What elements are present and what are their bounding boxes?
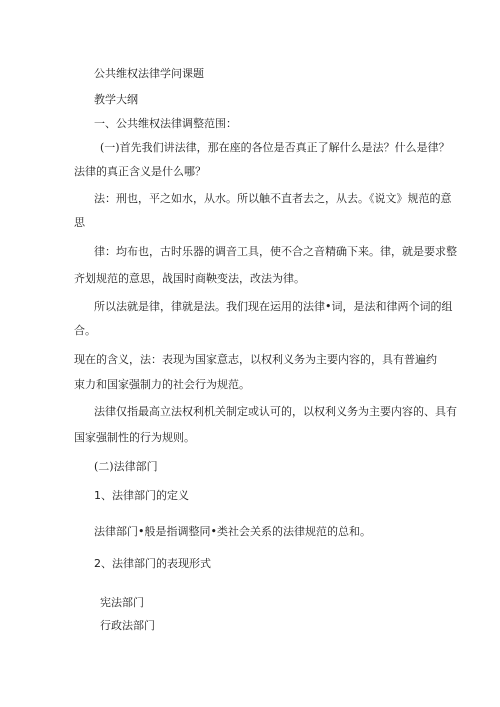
item-1-text: 法律部门•般是指调整同•类社会关系的法律规范的总和。: [94, 525, 371, 538]
subsection-heading: (二)法律部门: [94, 460, 158, 473]
document-subtitle: 教学大纲: [94, 93, 138, 106]
paragraph-5-line-2: 束力和国家强制力的社会行为规范。: [74, 378, 250, 391]
item-2-number: 2: [94, 557, 101, 570]
paragraph-1-line-1: (一)首先我们讲法律，那在座的各位是否真正了解什么是法？什么是律？: [100, 141, 450, 154]
paragraph-1-line-2: 法律的真正含义是什么哪？: [74, 165, 206, 178]
item-1-heading: [94, 489, 189, 503]
document-title: 公共维权法律学问课题: [94, 67, 204, 80]
paragraph-3-line-2: 齐划规范的意思，战国时商鞅变法，改法为律。: [74, 272, 305, 285]
list-item: 行政法部门: [100, 619, 155, 632]
paragraph-6-line-2: 国家强制性的行为规则。: [74, 431, 195, 444]
paragraph-2-line-2: 思: [74, 216, 85, 229]
item-2-heading-text: 、法律部门的表现形式: [101, 557, 211, 570]
paragraph-4-line-1: 所以法就是律，律就是法。我们现在运用的法律•词，是法和律两个词的组: [94, 300, 453, 313]
paragraph-4-line-2: 合。: [74, 324, 96, 337]
list-item: 宪法部门: [100, 596, 144, 609]
item-2-heading: [94, 557, 211, 571]
paragraph-2-line-1: 法：刑也，平之如水，从水。所以触不直者去之，从去。《说文》规范的意: [94, 192, 452, 205]
item-1-heading-text: 、法律部门的定义: [101, 489, 189, 502]
item-1-number: 1: [94, 489, 101, 502]
section-heading: 一、公共维权法律调整范围：: [94, 117, 237, 130]
paragraph-5-line-1: 现在的含义，法：表现为国家意志，以权利义务为主要内容的，具有普遍约: [74, 353, 437, 366]
paragraph-6-line-1: 法律仅指最高立法权利机关制定或认可的，以权利义务为主要内容的、具有: [94, 405, 457, 418]
paragraph-3-line-1: 律：均布也，古时乐器的调音工具，使不合之音精确下来。律，就是要求整: [94, 245, 457, 258]
